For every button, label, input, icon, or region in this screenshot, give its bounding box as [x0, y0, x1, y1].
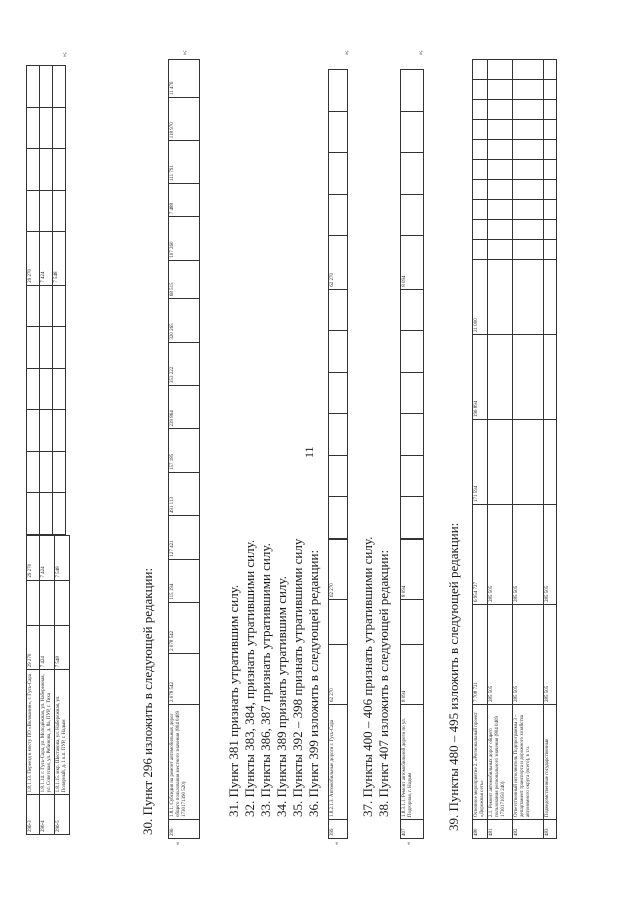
empty-cell: [544, 420, 557, 505]
cell: 285 505: [513, 505, 544, 605]
table-row: [55, 536, 70, 835]
empty-cell: [513, 120, 544, 140]
cell: [401, 600, 424, 645]
cell: 107 260: [169, 217, 200, 260]
quote-mark: »;: [62, 52, 68, 57]
empty-cell: [488, 120, 513, 140]
cell: 8 094: [401, 645, 424, 705]
quote-mark: »;: [182, 50, 188, 55]
row-id: 481: [488, 820, 513, 839]
row-id: 296-4: [40, 795, 55, 835]
cell: 111 791: [169, 141, 200, 184]
item-37: 37. Пункты 400 – 406 признать утратившими силу.: [360, 536, 375, 817]
item-31: 31. Пункт 381 признать утратившим силу.: [226, 584, 241, 817]
table-row: [401, 70, 424, 539]
empty-cell: [53, 149, 66, 191]
cell: 353 222: [169, 342, 200, 385]
empty-cell: [488, 140, 513, 160]
row-desc: 1.8.1. Субсидия на ремонт автомобильных дорог общего пользования местного значения (804 0409 1730171390 520): [169, 705, 200, 820]
cell: 29 270: [27, 232, 40, 285]
empty-cell: [401, 194, 424, 236]
section-30-heading: 30. Пункт 296 изложить в следующей редакции:: [140, 567, 155, 835]
row-id: 407: [401, 820, 424, 839]
empty-cell: [401, 372, 424, 414]
row-id: 296-3: [27, 795, 40, 835]
empty-cell: [27, 149, 40, 191]
empty-cell: [544, 240, 557, 260]
empty-cell: [488, 200, 513, 220]
empty-cell: [473, 60, 488, 80]
table-row: [329, 540, 348, 839]
empty-cell: [473, 80, 488, 100]
cell: 171 594: [473, 420, 488, 505]
page-number: 11: [302, 446, 316, 458]
row-desc: 1.8.1.14. г. Гусь-Сара, ул. Молодёжная, ул. Набережная, ул. Советская, ул. Рябинова, д. 8а, ПУР, г. Тиха: [40, 670, 55, 795]
empty-cell: [27, 493, 40, 535]
empty-cell: [329, 455, 348, 497]
cell: 285 505: [488, 605, 513, 705]
cell: [55, 580, 70, 625]
table-top-296: [26, 535, 70, 835]
empty-cell: [40, 327, 53, 369]
empty-cell: [40, 107, 53, 149]
cell: 8 094: [401, 540, 424, 600]
empty-cell: [40, 368, 53, 410]
cell: 21 000: [473, 260, 488, 335]
cell: 491 113: [169, 472, 200, 515]
empty-cell: [513, 180, 544, 200]
empty-cell: [488, 220, 513, 240]
empty-cell: [513, 60, 544, 80]
row-id: 296: [169, 820, 200, 839]
table-480-body: [473, 60, 557, 839]
table-row: [401, 540, 424, 839]
row-desc: Основное мероприятие 2. «Региональный проект «Дорожная сеть»: [473, 705, 488, 820]
empty-cell: [53, 451, 66, 493]
empty-cell: [27, 107, 40, 149]
empty-cell: [488, 180, 513, 200]
empty-cell: [401, 497, 424, 539]
item-36: 36. Пункт 399 изложить в следующей редакции:: [306, 549, 321, 817]
empty-cell: [53, 493, 66, 535]
table-407-tail-body: [401, 70, 424, 539]
row-id: 483: [544, 820, 557, 839]
empty-cell: [488, 160, 513, 180]
empty-cell: [473, 200, 488, 220]
empty-cell: [40, 66, 53, 108]
table-row: [27, 66, 40, 535]
empty-cell: [27, 327, 40, 369]
empty-cell: [488, 335, 513, 420]
cell: 7 488: [169, 184, 200, 217]
empty-cell: [40, 451, 53, 493]
cell: [40, 580, 55, 625]
row-desc: 1.8.1.13. Переезд к мосту ПО «Волжанин», г. Гусь-Сара: [27, 670, 40, 795]
cell: 6 954 727: [473, 505, 488, 605]
row-desc: 1.8.2.1.3. Автомобильные дороги г. Гусь-Сара: [329, 705, 348, 820]
empty-cell: [53, 410, 66, 452]
open-quote: «: [175, 842, 181, 845]
empty-cell: [488, 240, 513, 260]
item-35: 35. Пункты 392 – 398 признать утратившими силу: [290, 538, 305, 817]
empty-cell: [513, 100, 544, 120]
empty-cell: [53, 368, 66, 410]
table-row: [27, 536, 40, 835]
empty-cell: [27, 410, 40, 452]
empty-cell: [40, 410, 53, 452]
cell: 115 194: [169, 559, 200, 602]
empty-cell: [513, 200, 544, 220]
empty-cell: [544, 160, 557, 180]
table-row: [40, 66, 53, 535]
cell: 7 424: [40, 232, 53, 285]
section-39-heading: 39. Пункты 480 – 495 изложить в следующей редакции:: [446, 522, 461, 831]
empty-cell: [544, 180, 557, 200]
empty-cell: [544, 335, 557, 420]
table-top-body: [27, 536, 70, 835]
table-407: [400, 539, 424, 839]
empty-cell: [473, 180, 488, 200]
cell: 196 894: [473, 335, 488, 420]
empty-cell: [513, 160, 544, 180]
cell: 62 270: [329, 645, 348, 705]
row-desc: Подведомственные государственные: [544, 705, 557, 820]
table-top-tail: [26, 65, 66, 535]
cell: 7 424: [40, 625, 55, 670]
cell: 62 270: [329, 540, 348, 600]
table-399: [328, 539, 348, 839]
cell: 62 270: [329, 236, 348, 289]
table-row: [169, 60, 200, 839]
cell: 7 424: [40, 536, 55, 581]
empty-cell: [40, 285, 53, 327]
empty-cell: [401, 289, 424, 331]
table-407-tail: [400, 69, 424, 539]
empty-cell: [544, 200, 557, 220]
cell: 285 505: [544, 505, 557, 605]
empty-cell: [329, 289, 348, 331]
row-desc: Ответственный исполнитель Подпрограммы 3 – департамент транспорта и дорожного хозяйства автономного округа (всего), в т.ч.: [513, 705, 544, 820]
empty-cell: [544, 220, 557, 240]
cell: 118 970: [169, 98, 200, 141]
empty-cell: [401, 455, 424, 497]
table-407-body: [401, 540, 424, 839]
table-296-body: [169, 60, 200, 839]
quote-mark: »;: [418, 50, 424, 55]
empty-cell: [27, 368, 40, 410]
cell: 29 270: [27, 536, 40, 581]
empty-cell: [473, 120, 488, 140]
cell: 7 548: [55, 536, 70, 581]
empty-cell: [544, 260, 557, 335]
cell: 285 505: [488, 505, 513, 605]
empty-cell: [329, 153, 348, 195]
table-296: [168, 59, 200, 839]
cell: 239 864: [169, 386, 200, 429]
cell: 8 094: [401, 236, 424, 289]
open-quote: «: [406, 842, 412, 845]
empty-cell: [473, 220, 488, 240]
items-31-36: [226, 539, 322, 817]
row-desc: 2.1. Ремонт автомобильных дорог общего пользования регионального значения (804 0409 1730171050 240): [488, 705, 513, 820]
empty-cell: [513, 220, 544, 240]
empty-cell: [401, 414, 424, 456]
empty-cell: [53, 66, 66, 108]
table-top-tail-body: [27, 66, 66, 535]
quote-mark: »;: [344, 50, 350, 55]
empty-cell: [329, 497, 348, 539]
empty-cell: [473, 140, 488, 160]
empty-cell: [401, 331, 424, 373]
cell: 7 548: [53, 232, 66, 285]
cell: 320 265: [169, 299, 200, 342]
empty-cell: [53, 285, 66, 327]
cell: 285 505: [544, 605, 557, 705]
empty-cell: [513, 420, 544, 505]
empty-cell: [401, 111, 424, 153]
empty-cell: [544, 80, 557, 100]
empty-cell: [488, 420, 513, 505]
empty-cell: [40, 149, 53, 191]
table-row: [53, 66, 66, 535]
item-32: 32. Пункты 383, 384, признать утратившими силу.: [242, 539, 257, 817]
table-399-body: [329, 540, 348, 839]
empty-cell: [544, 140, 557, 160]
empty-cell: [53, 327, 66, 369]
row-id: 399: [329, 820, 348, 839]
empty-cell: [488, 260, 513, 335]
empty-cell: [401, 153, 424, 195]
empty-cell: [513, 240, 544, 260]
cell: 127 421: [169, 516, 200, 559]
empty-cell: [473, 240, 488, 260]
empty-cell: [329, 331, 348, 373]
empty-cell: [329, 111, 348, 153]
cell: 7 708 721: [473, 605, 488, 705]
cell: [27, 580, 40, 625]
empty-cell: [329, 194, 348, 236]
cell: 2 078 542: [169, 653, 200, 704]
row-desc: 1.8.3.1.1. Ремонт автомобильной дороги по ул. Подгорная, г. Надым: [401, 705, 424, 820]
empty-cell: [473, 100, 488, 120]
empty-cell: [27, 451, 40, 493]
empty-cell: [40, 190, 53, 232]
empty-cell: [544, 100, 557, 120]
table-row: [544, 60, 557, 839]
empty-cell: [401, 70, 424, 112]
cell: 29 270: [27, 625, 40, 670]
empty-cell: [53, 190, 66, 232]
open-quote: «: [334, 842, 340, 845]
empty-cell: [544, 60, 557, 80]
empty-cell: [27, 190, 40, 232]
item-38: 38. Пункт 407 изложить в следующей редакции:: [376, 549, 391, 817]
cell: 2 078 542: [169, 602, 200, 653]
empty-cell: [53, 107, 66, 149]
empty-cell: [473, 160, 488, 180]
table-row: [488, 60, 513, 839]
cell: 285 505: [513, 605, 544, 705]
cell: [329, 600, 348, 645]
cell: 7 548: [55, 625, 70, 670]
row-desc: 1.8.1.15. мкр. Шестакова, ул. Набережная, ул. Полярный, д. 1 к.п. ПУР, г. Надым: [55, 670, 70, 795]
item-34: 34. Пункты 389 признать утратившим силу.: [274, 576, 289, 817]
empty-cell: [513, 140, 544, 160]
table-row: [329, 70, 348, 539]
empty-cell: [27, 285, 40, 327]
table-row: [473, 60, 488, 839]
cell: 68 515: [169, 260, 200, 298]
cell: 11 476: [169, 60, 200, 98]
empty-cell: [329, 372, 348, 414]
cell: 157 185: [169, 429, 200, 472]
empty-cell: [40, 493, 53, 535]
empty-cell: [329, 70, 348, 112]
table-row: [40, 536, 55, 835]
item-33: 33. Пункты 386, 387 признать утратившими силу.: [258, 543, 273, 817]
row-id: 296-5: [55, 795, 70, 835]
empty-cell: [488, 60, 513, 80]
items-37-38: [360, 537, 392, 817]
table-480: [472, 59, 557, 839]
table-399-tail: [328, 69, 348, 539]
row-id: 482: [513, 820, 544, 839]
empty-cell: [329, 414, 348, 456]
empty-cell: [513, 80, 544, 100]
empty-cell: [513, 260, 544, 335]
table-399-tail-body: [329, 70, 348, 539]
table-row: [513, 60, 544, 839]
empty-cell: [488, 80, 513, 100]
empty-cell: [544, 120, 557, 140]
empty-cell: [488, 100, 513, 120]
empty-cell: [513, 335, 544, 420]
empty-cell: [27, 66, 40, 108]
row-id: 480: [473, 820, 488, 839]
